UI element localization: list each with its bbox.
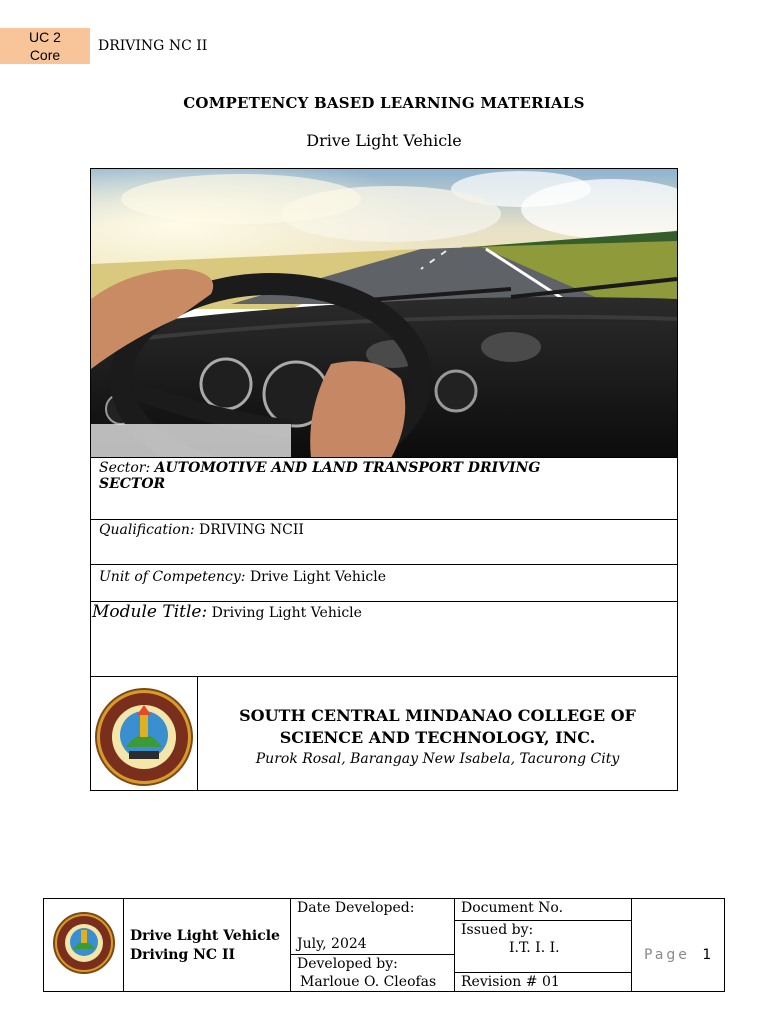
revision-number: Revision # 01 <box>461 974 560 990</box>
school-logo <box>91 677 198 791</box>
module-label: Module Title: <box>92 602 208 622</box>
uc-badge <box>0 28 90 64</box>
page-subtitle: Drive Light Vehicle <box>306 131 462 150</box>
developed-by-label: Developed by: <box>297 956 398 972</box>
document-no-label: Document No. <box>461 900 564 916</box>
unit-value: Drive Light Vehicle <box>249 569 387 585</box>
cover-table <box>90 168 678 791</box>
issued-by-value: I.T. I. I. <box>509 940 560 956</box>
issued-by-label: Issued by: <box>461 922 534 938</box>
qualification-value: DRIVING NCII <box>199 522 304 538</box>
school-info <box>198 677 677 791</box>
module-row <box>91 602 677 677</box>
school-address: Purok Rosal, Barangay New Isabela, Tacurong City <box>255 751 620 767</box>
sector-value-line1: AUTOMOTIVE AND LAND TRANSPORT DRIVING <box>154 460 541 476</box>
qualification-row <box>91 520 677 565</box>
footer-title-line1: Drive Light Vehicle <box>130 928 280 944</box>
footer-page <box>632 899 724 991</box>
footer-document <box>455 899 632 991</box>
page-word: Page <box>644 947 690 963</box>
school-row <box>91 677 677 791</box>
sector-label: Sector: <box>99 460 151 476</box>
header-course: DRIVING NC II <box>98 38 208 54</box>
school-name-line2: SCIENCE AND TECHNOLOGY, INC. <box>279 728 596 747</box>
footer-dates <box>291 899 455 991</box>
cover-photo <box>91 169 677 458</box>
unit-label: Unit of Competency: <box>99 569 246 585</box>
page-indicator <box>644 947 711 963</box>
footer-title-line2: Driving NC II <box>130 947 236 963</box>
school-name-line1: SOUTH CENTRAL MINDANAO COLLEGE OF <box>239 706 636 725</box>
date-developed-value: July, 2024 <box>297 936 367 952</box>
footer-table <box>43 898 725 992</box>
footer-logo <box>44 899 124 991</box>
uc-badge-line2: Core <box>29 47 61 63</box>
sector-value-line2: SECTOR <box>99 476 166 492</box>
unit-row <box>91 565 677 602</box>
qualification-label: Qualification: <box>99 522 195 538</box>
page-title: COMPETENCY BASED LEARNING MATERIALS <box>183 94 585 112</box>
developed-by-value: Marloue O. Cleofas <box>300 974 437 990</box>
uc-badge-line1: UC 2 <box>29 29 61 45</box>
date-developed-label: Date Developed: <box>297 900 415 916</box>
module-value: Driving Light Vehicle <box>211 605 362 621</box>
footer-title <box>124 899 291 991</box>
sector-row <box>91 458 677 520</box>
page-number: 1 <box>702 947 712 963</box>
